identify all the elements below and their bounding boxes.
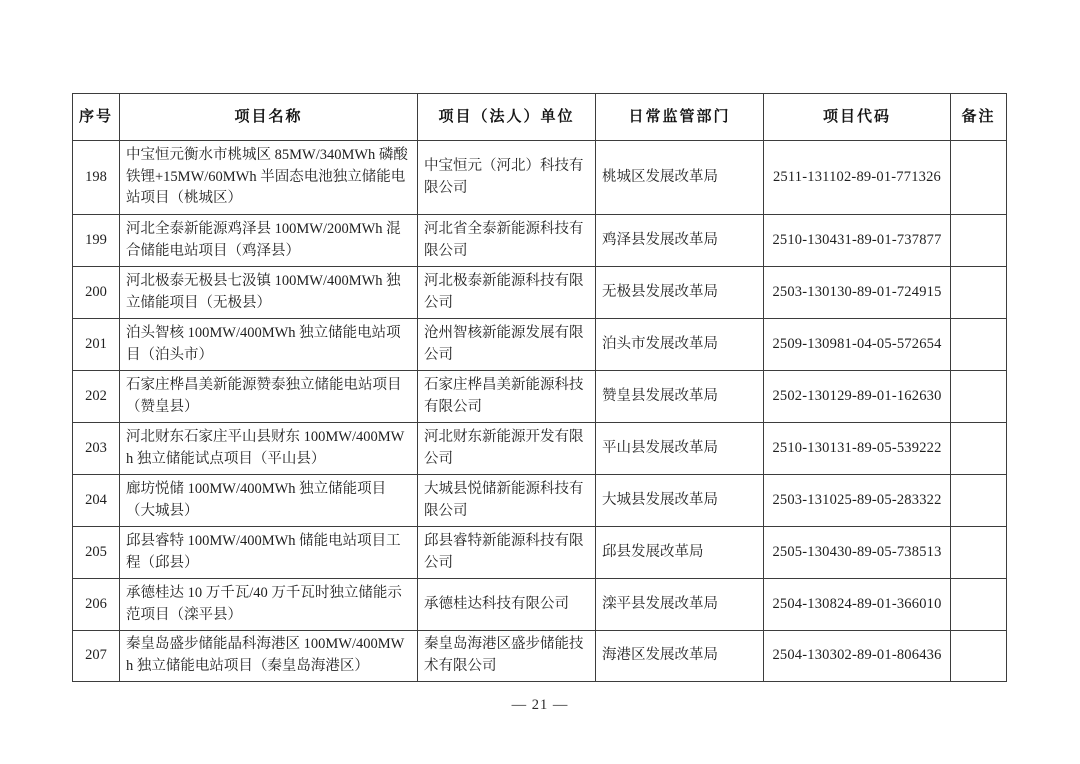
remarks-cell [951,423,1007,475]
legal-entity-cell: 沧州智核新能源发展有限公司 [418,319,596,371]
table-row [73,319,1007,371]
supervision-dept-cell: 海港区发展改革局 [596,631,764,682]
project-name-cell: 泊头智核 100MW/400MWh 独立储能电站项目（泊头市） [120,319,418,371]
project-code-cell: 2503-130130-89-01-724915 [764,267,951,319]
table-row [73,423,1007,475]
project-name-cell: 廊坊悦储 100MW/400MWh 独立储能项目（大城县） [120,475,418,527]
table-row [73,371,1007,423]
supervision-dept-cell: 滦平县发展改革局 [596,579,764,631]
header-cell-supervision-dept: 日常监管部门 [596,94,764,141]
header-cell-remarks: 备注 [951,94,1007,141]
table-row [73,141,1007,215]
projects-table [72,93,1007,682]
table-row [73,215,1007,267]
serial-no-cell: 205 [73,527,120,579]
serial-no-cell: 203 [73,423,120,475]
project-name-cell: 河北财东石家庄平山县财东 100MW/400MWh 独立储能试点项目（平山县） [120,423,418,475]
table-row [73,267,1007,319]
remarks-cell [951,267,1007,319]
legal-entity-cell: 河北财东新能源开发有限公司 [418,423,596,475]
project-code-cell: 2503-131025-89-05-283322 [764,475,951,527]
page-number: — 21 — [511,697,569,713]
supervision-dept-cell: 鸡泽县发展改革局 [596,215,764,267]
project-name-cell: 中宝恒元衡水市桃城区 85MW/340MWh 磷酸铁锂+15MW/60MWh 半固态电池独立储能电站项目（桃城区） [120,141,418,215]
legal-entity-cell: 河北极泰新能源科技有限公司 [418,267,596,319]
supervision-dept-cell: 大城县发展改革局 [596,475,764,527]
supervision-dept-cell: 平山县发展改革局 [596,423,764,475]
header-cell-project-name: 项目名称 [120,94,418,141]
project-code-cell: 2505-130430-89-05-738513 [764,527,951,579]
project-code-cell: 2509-130981-04-05-572654 [764,319,951,371]
project-code-cell: 2502-130129-89-01-162630 [764,371,951,423]
table-row [73,631,1007,682]
table-row [73,579,1007,631]
legal-entity-cell: 承德桂达科技有限公司 [418,579,596,631]
project-code-cell: 2510-130431-89-01-737877 [764,215,951,267]
serial-no-cell: 202 [73,371,120,423]
legal-entity-cell: 中宝恒元（河北）科技有限公司 [418,141,596,215]
remarks-cell [951,215,1007,267]
project-name-cell: 河北极泰无极县七汲镇 100MW/400MWh 独立储能项目（无极县） [120,267,418,319]
header-cell-serial-no: 序号 [73,94,120,141]
remarks-cell [951,371,1007,423]
supervision-dept-cell: 邱县发展改革局 [596,527,764,579]
project-code-cell: 2504-130302-89-01-806436 [764,631,951,682]
remarks-cell [951,631,1007,682]
serial-no-cell: 198 [73,141,120,215]
project-code-cell: 2511-131102-89-01-771326 [764,141,951,215]
legal-entity-cell: 石家庄桦昌美新能源科技有限公司 [418,371,596,423]
serial-no-cell: 201 [73,319,120,371]
supervision-dept-cell: 泊头市发展改革局 [596,319,764,371]
table-header [73,94,1007,141]
supervision-dept-cell: 赞皇县发展改革局 [596,371,764,423]
supervision-dept-cell: 桃城区发展改革局 [596,141,764,215]
header-cell-project-code: 项目代码 [764,94,951,141]
project-name-cell: 承德桂达 10 万千瓦/40 万千瓦时独立储能示范项目（滦平县） [120,579,418,631]
header-row [73,94,1007,141]
legal-entity-cell: 河北省全泰新能源科技有限公司 [418,215,596,267]
table-body [73,141,1007,682]
serial-no-cell: 200 [73,267,120,319]
legal-entity-cell: 秦皇岛海港区盛步储能技术有限公司 [418,631,596,682]
table-row [73,527,1007,579]
project-name-cell: 邱县睿特 100MW/400MWh 储能电站项目工程（邱县） [120,527,418,579]
legal-entity-cell: 大城县悦储新能源科技有限公司 [418,475,596,527]
supervision-dept-cell: 无极县发展改革局 [596,267,764,319]
remarks-cell [951,579,1007,631]
project-name-cell: 石家庄桦昌美新能源赞泰独立储能电站项目（赞皇县） [120,371,418,423]
project-name-cell: 秦皇岛盛步储能晶科海港区 100MW/400MWh 独立储能电站项目（秦皇岛海港区） [120,631,418,682]
serial-no-cell: 199 [73,215,120,267]
table-row [73,475,1007,527]
serial-no-cell: 204 [73,475,120,527]
project-name-cell: 河北全泰新能源鸡泽县 100MW/200MWh 混合储能电站项目（鸡泽县） [120,215,418,267]
project-code-cell: 2510-130131-89-05-539222 [764,423,951,475]
serial-no-cell: 207 [73,631,120,682]
legal-entity-cell: 邱县睿特新能源科技有限公司 [418,527,596,579]
remarks-cell [951,475,1007,527]
remarks-cell [951,141,1007,215]
header-cell-legal-entity: 项目（法人）单位 [418,94,596,141]
remarks-cell [951,527,1007,579]
remarks-cell [951,319,1007,371]
project-code-cell: 2504-130824-89-01-366010 [764,579,951,631]
serial-no-cell: 206 [73,579,120,631]
